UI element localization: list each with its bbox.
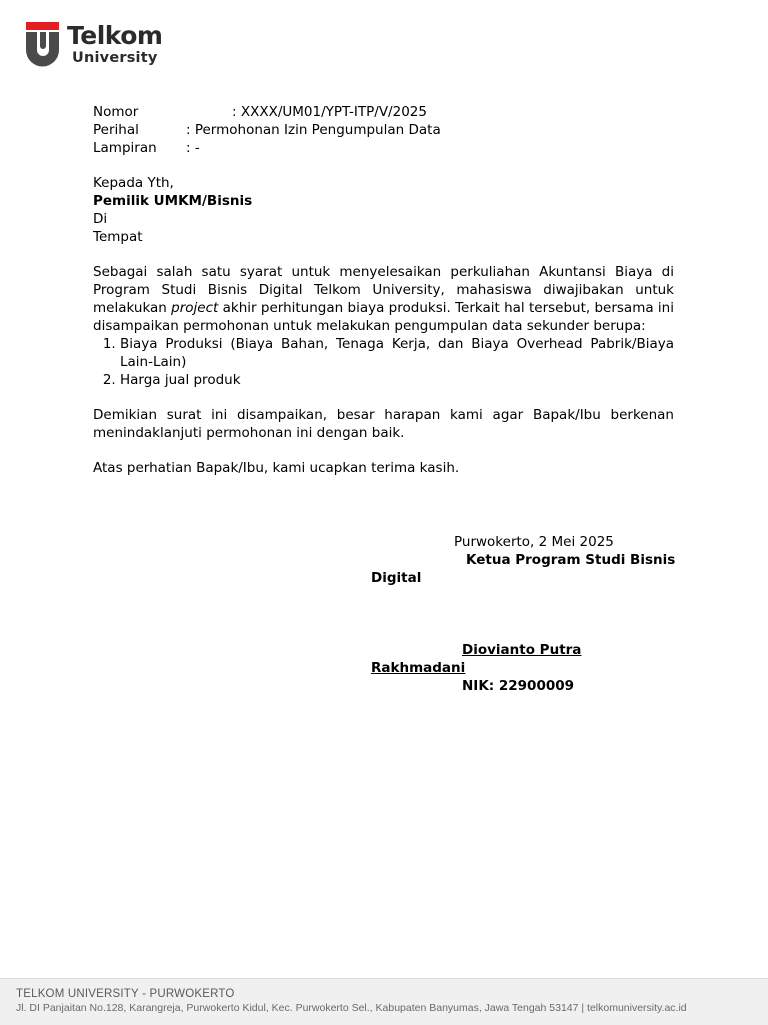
position-line-2: Digital [371,570,422,586]
body-paragraph-1-b: akhir perhitungan biaya produksi. Terkait hal tersebut, bersama ini disampaikan permohonan untuk melakukan pengumpulan data sekunder berupa: [93,300,674,334]
footer [0,978,768,1025]
body-paragraph-2: Demikian surat ini disampaikan, besar harapan kami agar Bapak/Ibu berkenan menindaklanjuti permohonan ini dengan baik. [93,407,674,441]
place-date: Purwokerto, 2 Mei 2025 [454,534,614,550]
recipient: Pemilik UMKM/Bisnis [93,193,253,209]
nomor-row [93,103,674,121]
body-paragraph-1 [93,263,674,335]
logo-sub: University [72,50,158,66]
perihal-value: : Permohonan Izin Pengumpulan Data [186,122,441,138]
signatory-name-line-2: Rakhmadani [371,660,466,676]
lampiran-label: Lampiran [93,140,157,156]
body-paragraph-1-italic: project [171,300,219,316]
footer-address: Jl. DI Panjaitan No.128, Karangreja, Purwokerto Kidul, Kec. Purwokerto Sel., Kabupaten Banyumas, Jawa Tengah 53147 | telkomuniversity.ac.id [16,1002,687,1014]
telkom-university-logo [25,20,175,72]
logo-name: Telkom [67,21,163,50]
body-paragraph-1-a: Sebagai salah satu syarat untuk menyelesaikan perkuliahan Akuntansi Biaya di Program Studi Bisnis Digital Telkom University, mahasiswa diwajibakan untuk melakukan [93,264,674,316]
perihal-row [93,121,674,139]
telkom-logo-icon [25,20,61,68]
recipient-tempat: Tempat [93,229,143,245]
salutation: Kepada Yth, [93,175,174,191]
list-item: 2. Harga jual produk [120,371,674,389]
letter-body [93,103,674,477]
nomor-label: Nomor [93,104,139,120]
data-list [93,335,674,389]
perihal-label: Perihal [93,122,139,138]
body-paragraph-3: Atas perhatian Bapak/Ibu, kami ucapkan terima kasih. [93,460,460,476]
recipient-di: Di [93,211,108,227]
signatory-name-line-1: Diovianto Putra [462,642,582,658]
footer-title: TELKOM UNIVERSITY - PURWOKERTO [16,988,235,1000]
list-item: 1. Biaya Produksi (Biaya Bahan, Tenaga Kerja, dan Biaya Overhead Pabrik/Biaya Lain-Lain) [120,335,674,371]
signatory-nik: NIK: 22900009 [462,678,575,694]
nomor-value: : XXXX/UM01/YPT-ITP/V/2025 [232,104,427,120]
lampiran-row [93,139,674,157]
position-line-1: Ketua Program Studi Bisnis [466,552,676,568]
lampiran-value: : - [186,140,200,156]
